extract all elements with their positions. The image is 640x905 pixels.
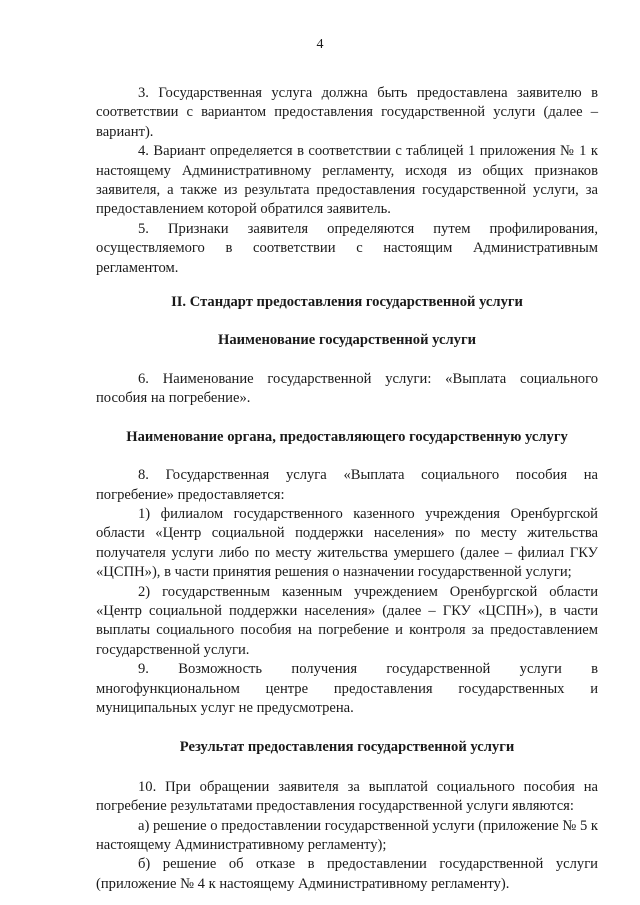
paragraph-8-2: 2) государственным казенным учреждением Оренбургской области «Центр социальной поддержки населения» (далее – ГКУ «ЦСПН»), в части выплаты социального пособия на погребение и контроля за предоставлением государственной услуги.	[96, 583, 598, 658]
paragraph-4: 4. Вариант определяется в соответствии с таблицей 1 приложения № 1 к настоящему Административному регламенту, исходя из общих признаков заявителя, а также из результата предоставления государственной услуги, за предоставлением которой обратился заявитель.	[96, 143, 598, 218]
paragraph-9: 9. Возможность получения государственной услуги в многофункциональном центре предоставления государственных и муниципальных услуг не предусмотрена.	[96, 661, 598, 716]
paragraph-10-b: б) решение об отказе в предоставлении государственной услуги (приложение № 4 к настоящему Административному регламенту).	[96, 856, 598, 892]
paragraph-8-1: 1) филиалом государственного казенного учреждения Оренбургской области «Центр социальной поддержки населения» по месту жительства получателя услуги либо по месту жительства умершего (далее – филиал ГКУ «ЦСПН»), в части принятия решения о назначении государственной услуги;	[96, 505, 598, 581]
paragraph-8: 8. Государственная услуга «Выплата социального пособия на погребение» предоставляется:	[96, 467, 598, 503]
subsection-heading-name: Наименование государственной услуги	[218, 332, 476, 349]
paragraph-10: 10. При обращении заявителя за выплатой социального пособия на погребение результатами предоставления государственной услуги являются:	[96, 778, 598, 815]
paragraph-6: 6. Наименование государственной услуги: «Выплата социального пособия на погребение».	[96, 370, 598, 407]
page-number: 4	[316, 37, 324, 52]
paragraph-5: 5. Признаки заявителя определяются путем профилирования, осуществляемого в соответствии с настоящим Административным регламентом.	[96, 220, 598, 276]
subsection-heading-organ: Наименование органа, предоставляющего государственную услугу	[126, 428, 568, 445]
paragraph-10-a: а) решение о предоставлении государственной услуги (приложение № 5 к настоящему Административному регламенту);	[96, 817, 598, 853]
subsection-heading-result: Результат предоставления государственной услуги	[179, 739, 515, 756]
paragraph-3: 3. Государственная услуга должна быть предоставлена заявителю в соответствии с вариантом предоставления государственной услуги (далее – вариант).	[96, 85, 598, 140]
document-body	[96, 84, 598, 894]
section-heading: II. Стандарт предоставления государственной услуги	[171, 294, 523, 311]
